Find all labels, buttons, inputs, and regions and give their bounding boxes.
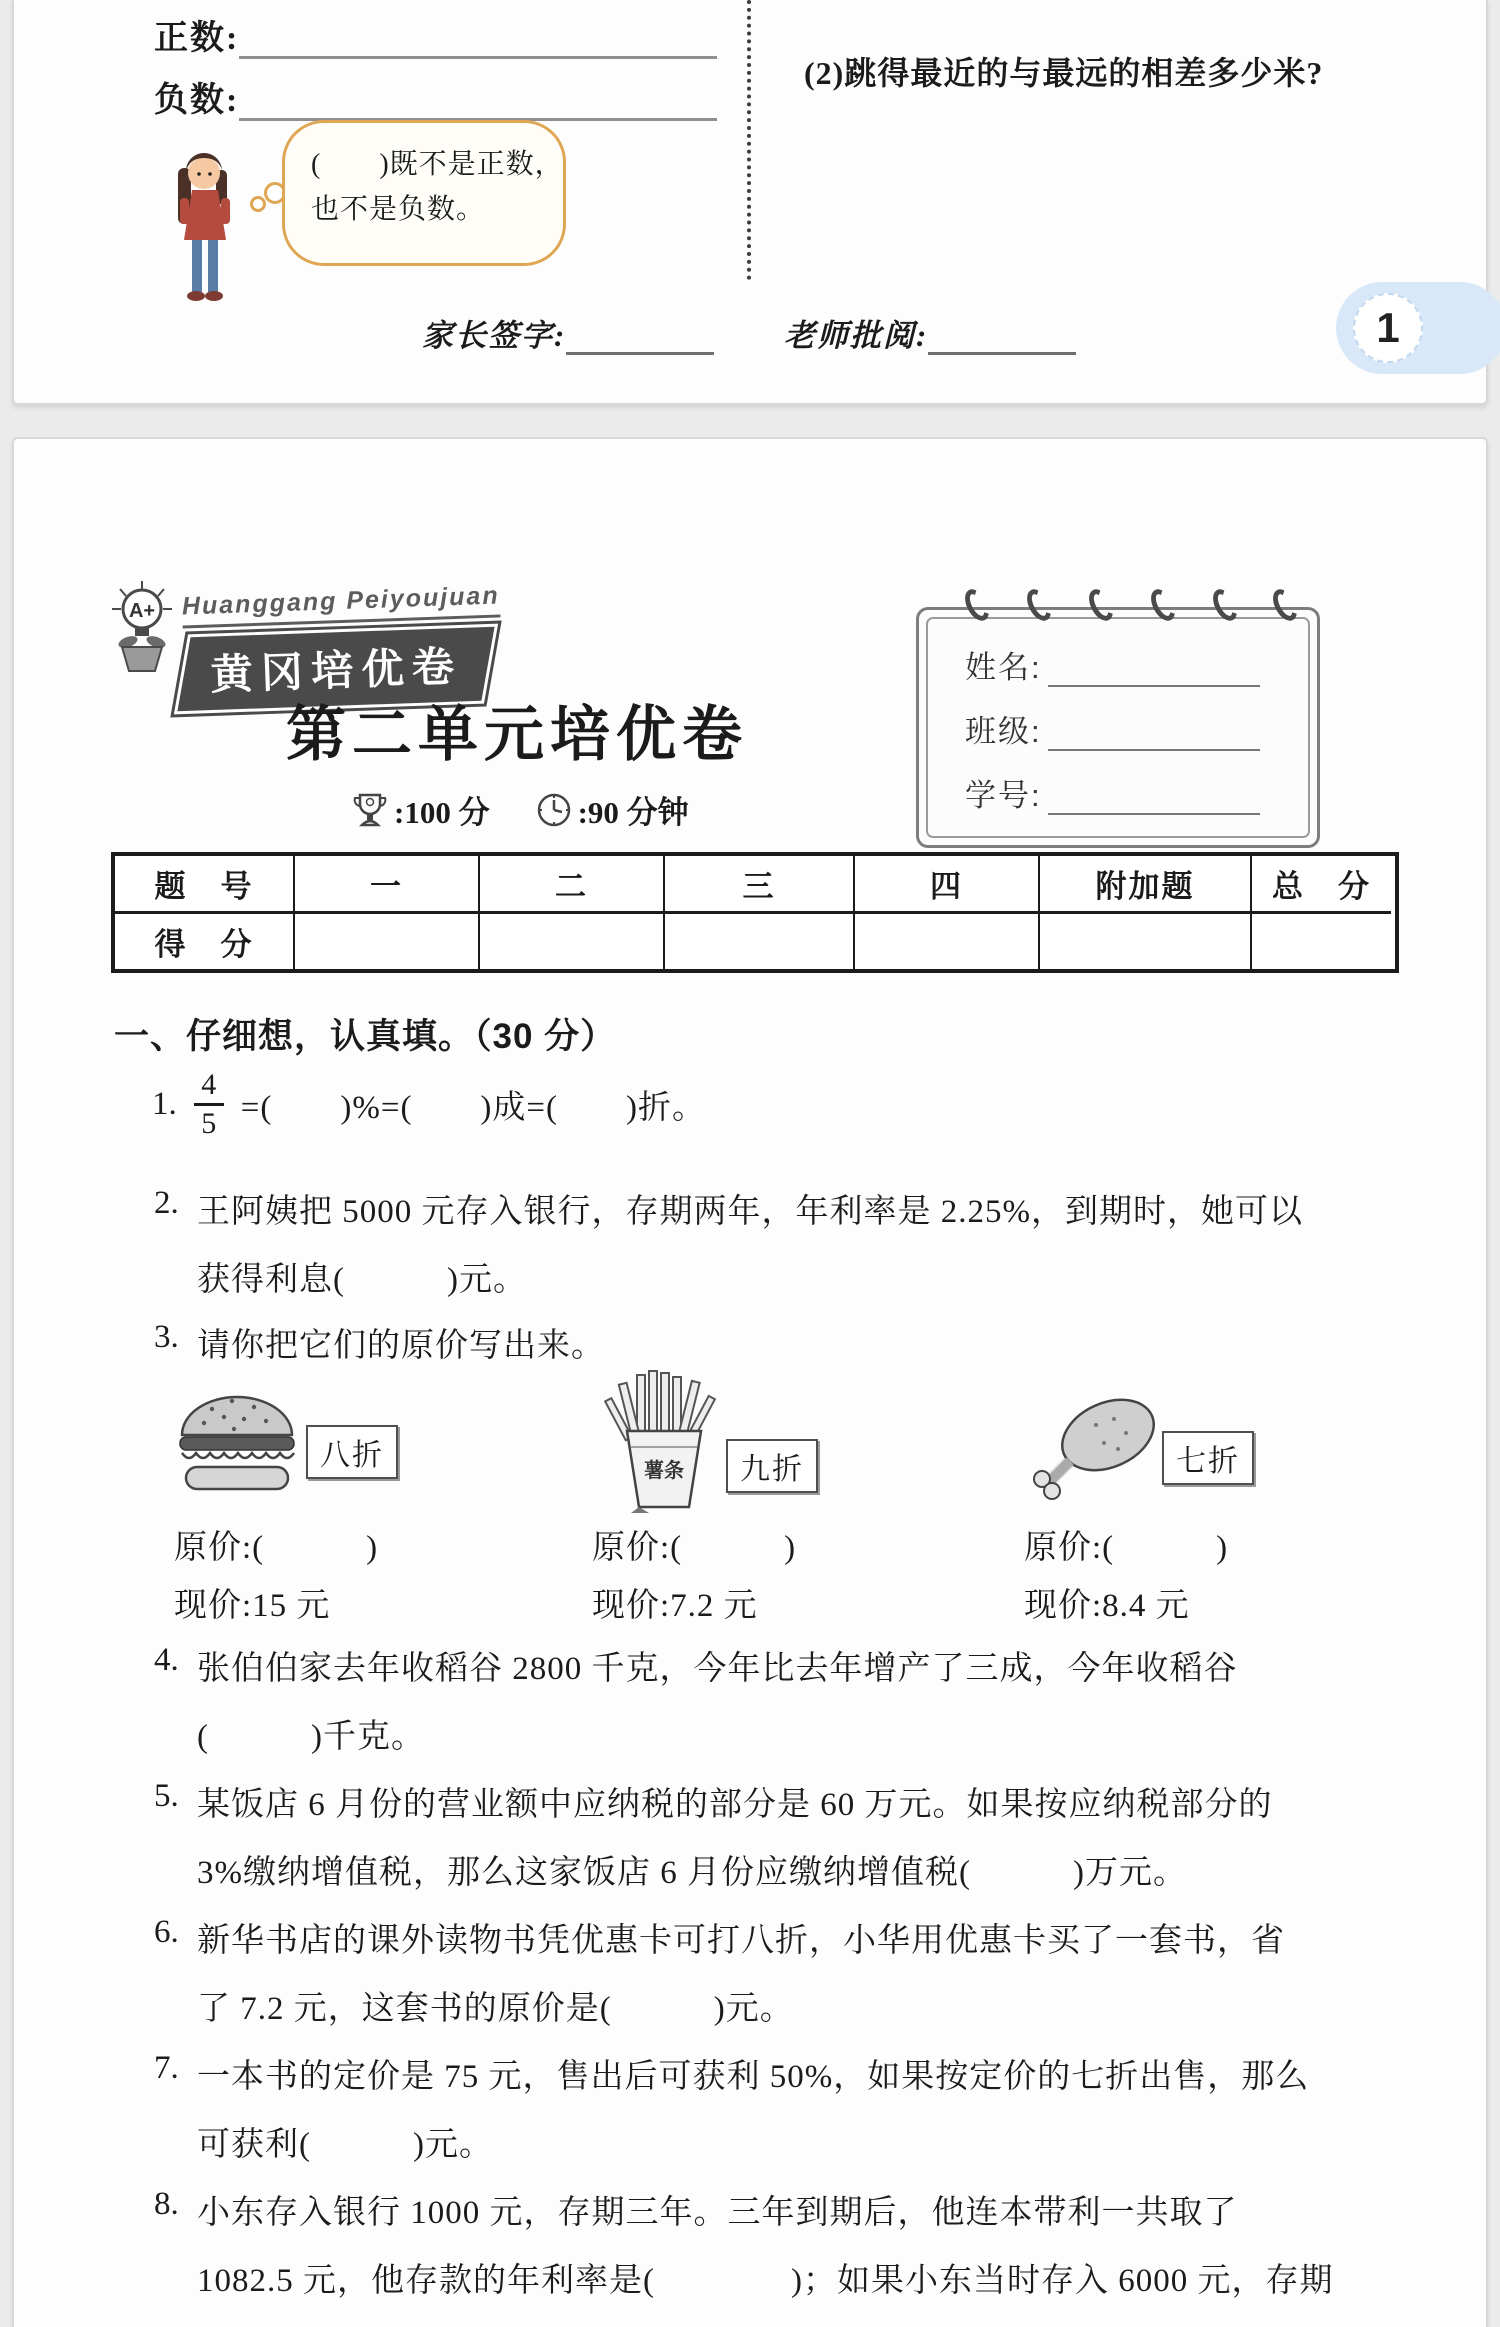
question-6-number: 6. [154, 1914, 179, 1950]
exam-page-1 [12, 0, 1488, 405]
logo-english-text: Huanggang Peiyoujuan [181, 581, 500, 628]
question-8-number: 8. [154, 2186, 179, 2222]
cur-price-fries: 现价:7.2 元 [592, 1588, 758, 1624]
jump-distance-question: (2)跳得最近的与最远的相差多少米? [804, 55, 1324, 91]
cur-price-drumstick: 现价:8.4 元 [1024, 1588, 1190, 1624]
score-table-header-cell: 题 号 [115, 856, 295, 914]
positive-number-label: 正数: [154, 20, 240, 57]
fries-box-label: 薯条 [644, 1460, 684, 1482]
question-4-number: 4. [154, 1642, 179, 1678]
bulb-logo-text: A+ [128, 600, 156, 622]
score-table-header-cell: 二 [480, 856, 665, 914]
exam-page-2 [12, 437, 1488, 2327]
teacher-review-line [928, 322, 1076, 355]
bubble-text-line2: 也不是负数。 [311, 193, 486, 225]
positive-number-row [154, 10, 717, 59]
student-id-label: 学号: [965, 778, 1042, 813]
student-name-row [965, 642, 1260, 687]
student-class-label: 班级: [965, 714, 1042, 749]
negative-number-row [154, 72, 717, 121]
total-points-text: :100 分 [394, 795, 490, 830]
question-7-line1: 一本书的定价是 75 元，售出后可获利 50%，如果按定价的七折出售，那么 [197, 2059, 1310, 2095]
score-table-header-cell: 四 [855, 856, 1040, 914]
drumstick-icon [1026, 1397, 1166, 1502]
score-table-header-cell: 总 分 [1252, 856, 1391, 914]
question-8-line2: 1082.5 元，他存款的年利率是( )；如果小东当时存入 6000 元，存期 [197, 2263, 1334, 2299]
student-id-row [965, 770, 1260, 815]
score-table-score-label: 得 分 [115, 914, 295, 969]
negative-answer-line [239, 78, 717, 121]
student-name-label: 姓名: [965, 650, 1042, 685]
section-1-heading: 一、仔细想，认真填。（30 分） [114, 1017, 617, 1056]
question-6-line2: 了 7.2 元，这套书的原价是( )元。 [197, 1991, 794, 2027]
hamburger-icon [174, 1387, 300, 1505]
teacher-review-row [784, 310, 1076, 355]
orig-price-fries: 原价:( ) [592, 1530, 797, 1566]
question-3-number: 3. [154, 1319, 179, 1355]
column-divider [747, 0, 751, 280]
score-table-empty-cell [480, 914, 665, 969]
logo-banner-text: 黄冈培优卷 [209, 642, 463, 699]
question-8-line1: 小东存入银行 1000 元，存期三年。三年到期后，他连本带利一共取了 [197, 2195, 1238, 2231]
fraction-four-fifths [191, 1069, 227, 1139]
student-info-box [916, 607, 1320, 848]
page-number-badge [1336, 282, 1500, 374]
discount-tag-burger: 八折 [306, 1425, 398, 1479]
fraction-numerator: 4 [201, 1068, 217, 1101]
question-7-line2: 可获利( )元。 [197, 2127, 493, 2163]
student-name-line [1048, 651, 1260, 687]
fraction-denominator: 5 [201, 1106, 217, 1140]
score-table-empty-cell [1040, 914, 1252, 969]
parent-signature-label: 家长签字: [422, 318, 567, 353]
question-7-number: 7. [154, 2050, 179, 2086]
student-class-line [1048, 715, 1260, 751]
teacher-review-label: 老师批阅: [784, 318, 929, 353]
question-3-line1: 请你把它们的原价写出来。 [197, 1328, 605, 1364]
negative-number-label: 负数: [154, 82, 240, 119]
orig-price-burger: 原价:( ) [174, 1530, 379, 1566]
question-6-line1: 新华书店的课外读物书凭优惠卡可打八折，小华用优惠卡买了一套书，省 [197, 1923, 1285, 1959]
parent-signature-line [566, 322, 714, 355]
score-table [111, 852, 1399, 973]
time-limit-text: :90 分钟 [577, 795, 689, 830]
paper-title: 第二单元培优卷 [286, 702, 748, 768]
orig-price-drumstick: 原价:( ) [1024, 1530, 1229, 1566]
question-1-number: 1. [152, 1085, 177, 1122]
score-table-empty-cell [1252, 914, 1391, 969]
discount-tag-fries: 九折 [726, 1439, 818, 1493]
score-table-header-cell: 附加题 [1040, 856, 1252, 914]
clock-icon [536, 792, 572, 828]
question-1-text: =( )%=( )成=( )折。 [240, 1089, 707, 1126]
girl-character-icon [164, 140, 248, 310]
bulb-logo-icon [106, 579, 182, 689]
question-1 [152, 1069, 706, 1139]
thought-bubble [282, 120, 566, 266]
question-4-line2: ( )千克。 [197, 1719, 425, 1755]
score-table-header-cell: 三 [665, 856, 855, 914]
parent-signature-row [422, 310, 714, 355]
question-2-line1: 王阿姨把 5000 元存入银行，存期两年，年利率是 2.25%，到期时，她可以 [197, 1194, 1303, 1230]
score-table-empty-cell [665, 914, 855, 969]
cur-price-burger: 现价:15 元 [174, 1588, 331, 1624]
bubble-text-line1: ( )既不是正数， [311, 149, 564, 180]
discount-tag-drumstick: 七折 [1162, 1431, 1254, 1485]
score-table-empty-cell [295, 914, 480, 969]
question-5-number: 5. [154, 1778, 179, 1814]
question-4-line1: 张伯伯家去年收稻谷 2800 千克，今年比去年增产了三成，今年收稻谷 [197, 1651, 1238, 1687]
score-info [352, 787, 689, 832]
question-5-line2: 3%缴纳增值税，那么这家饭店 6 月份应缴纳增值税( )万元。 [197, 1855, 1187, 1891]
page-number: 1 [1353, 293, 1423, 363]
trophy-icon [352, 791, 388, 829]
question-2-line2: 获得利息( )元。 [197, 1262, 527, 1298]
thought-dot-small [250, 196, 266, 212]
fries-icon [589, 1369, 739, 1514]
student-class-row [965, 706, 1260, 751]
positive-answer-line [239, 16, 717, 59]
student-id-line [1048, 779, 1260, 815]
fraction-bar [194, 1103, 224, 1106]
question-5-line1: 某饭店 6 月份的营业额中应纳税的部分是 60 万元。如果按应纳税部分的 [197, 1787, 1273, 1823]
question-2-number: 2. [154, 1185, 179, 1221]
score-table-header-cell: 一 [295, 856, 480, 914]
score-table-empty-cell [855, 914, 1040, 969]
